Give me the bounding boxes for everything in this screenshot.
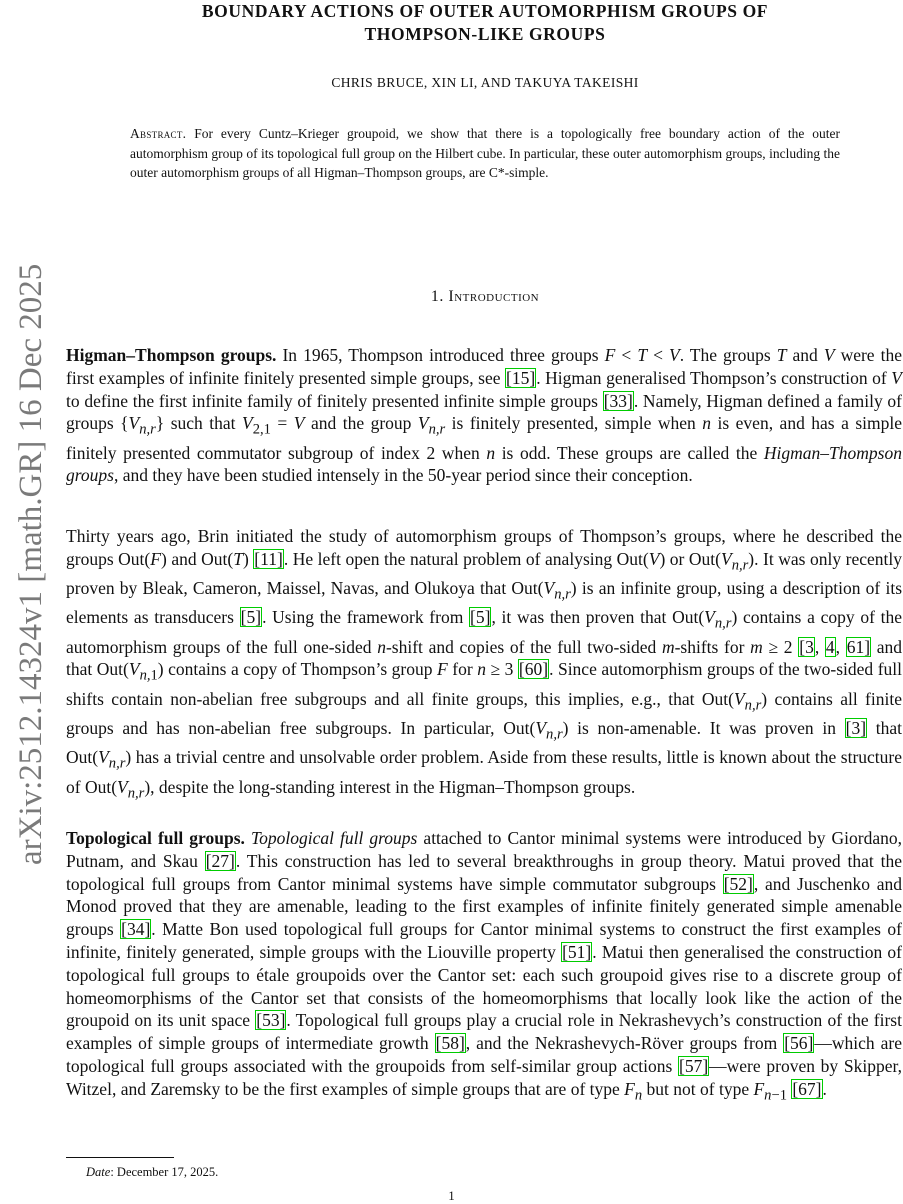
citation-link[interactable]: [15]: [506, 367, 536, 388]
text-run: is even, and has a simple finitely presented commutator subgroup of index 2 when: [66, 413, 903, 463]
text-run: . Topological full groups play a crucial role in Nekrashevych’s construction of the first examples of simple groups of intermediate growth: [66, 1010, 902, 1054]
text-run: contains a copy of Thompson’s group: [163, 659, 438, 680]
text-run: contains all finite groups and has non-abelian free subgroups. In particular,: [66, 688, 902, 739]
math: $V_{n,r}$: [417, 413, 446, 438]
author-list: CHRIS BRUCE, XIN LI, AND TAKUYA TAKEISHI: [331, 75, 639, 90]
text-run: .: [822, 1078, 827, 1099]
text-run: contains a copy of the automorphism groups of the full one-sided: [66, 607, 903, 657]
math: T: [776, 345, 787, 365]
text-run: . Matui then generalised the construction of topological full groups to étale groupoids over the Cantor set: each such groupoid gives rise to a discrete group of homeomorphisms of the Cantor set that consists of the homeomorphisms that locally look like the action of the groupoid on its unit space: [66, 941, 902, 1031]
citation-link[interactable]: [27]: [205, 850, 235, 871]
citation-link[interactable]: [33]: [603, 390, 633, 411]
text-run: that: [867, 718, 903, 739]
text-run: . It was only recently proven by Bleak, Cameron, Maissel, Navas, and Olukoya that: [66, 548, 902, 599]
citation-link[interactable]: [58]: [435, 1033, 465, 1054]
text-run: is an infinite group, using a description of its elements as transducers: [66, 578, 903, 628]
math: $Out(V_{n,r})$: [84, 776, 151, 802]
math: Out(F): [118, 548, 167, 569]
emphasis: Topological full groups: [250, 828, 418, 848]
run-in-heading: Topological full groups.: [66, 828, 245, 848]
text-run: and that: [66, 636, 903, 680]
math: $Out(V_{n,r})$: [701, 688, 768, 714]
math: T: [637, 345, 648, 365]
text-run: to define the first infinite family of finitely presented infinite simple groups: [66, 390, 603, 411]
text-run: is odd. These groups are called the: [495, 442, 764, 463]
math: V: [823, 345, 835, 365]
citation-link[interactable]: [5]: [240, 607, 262, 628]
text-run: . Matte Bon used topological full groups for Cantor minimal systems to construct the first examples of infinite, finitely generated, simple groups with the Liouville property: [66, 919, 902, 962]
citation-link[interactable]: [3: [799, 636, 814, 657]
math: V: [891, 367, 902, 388]
math: n: [377, 636, 386, 657]
math: m ≥ 2: [750, 636, 793, 657]
paragraph-automorphisms: Thirty years ago, Brin initiated the study of automorphism groups of Thompson’s groups, where he described the groups Out(F) and Out(T) [11]. He left open the natural problem of analysing Out(V) or $Out(V_{n,r})$. It was only recently proven by Bleak, Cameron, Maissel, Navas, and Olukoya that $Out(V_{n,r})$ is an infinite group, using a description of its elements as transducers [5]. Using the framework from [5], it was then proven that $Out(V_{n,r})$ contains a copy of the automorphism groups of the full one-sided n-shift and copies of the full two-sided m-shifts for m ≥ 2 [3, 4, 61] and that $Out(V_{n,1})$ contains a copy of Thompson’s group F for n ≥ 3 [60]. Since automorphism groups of the two-sided full shifts contain non-abelian free subgroups and all finite groups, this implies, e.g., that $Out(V_{n,r})$ contains all finite groups and has non-abelian free subgroups. In particular, $Out(V_{n,r})$ is non-amenable. It was proven in [3] that $Out(V_{n,r})$ has a trivial centre and unsolvable order problem. Aside from these results, little is known about the structure of $Out(V_{n,r})$, despite the long-standing interest in the Higman–Thompson groups.: [66, 526, 903, 802]
text-run: or: [665, 548, 689, 569]
text-run: but not of type: [642, 1078, 754, 1099]
math: n: [702, 413, 712, 434]
emphasis: Higman–Thompson groups: [66, 442, 902, 486]
math: $Out(V_{n,r})$: [503, 718, 569, 743]
text-run: -shift and copies of the full two-sided: [385, 636, 662, 657]
math: m: [661, 636, 675, 657]
text-run: . The groups: [679, 345, 777, 365]
math: $Out(V_{n,r})$: [66, 747, 132, 772]
text-run: , despite the long-standing interest in the Higman–Thompson groups.: [150, 776, 636, 797]
citation-link[interactable]: [57]: [679, 1055, 709, 1076]
text-run: , and they have been studied intensely in the 50-year period since their conception.: [113, 465, 693, 486]
footnote-text: : December 17, 2025.: [110, 1165, 219, 1179]
math: $Out(V_{n,1})$: [96, 659, 164, 684]
citation-link[interactable]: [3]: [845, 718, 867, 739]
citation-link[interactable]: [53]: [256, 1010, 286, 1031]
paragraph-higman-thompson: Higman–Thompson groups. In 1965, Thompson introduced three groups F < T < V. The groups T and V were the first examples of infinite finitely presented simple groups, see [15]. Higman generalised Thompson’s construction of V to define the first infinite family of finitely presented infinite simple groups [33]. Namely, Higman defined a family of groups $\{V_{n,r}\}$ such that $V_{2,1} = V$ and the group $V_{n,r}$ is finitely presented, simple when n is even, and has a simple finitely presented commutator subgroup of index 2 when n is odd. These groups are called the Higman–Thompson groups, and they have been studied intensely in the 50-year period since their conception.: [66, 345, 903, 486]
text-run: has a trivial centre and unsolvable order problem. Aside from these results, little is known about the structure of: [66, 747, 902, 797]
math: F: [604, 345, 616, 365]
text-run: -shifts for: [674, 636, 751, 657]
text-run: . Higman generalised Thompson’s construction of: [536, 367, 892, 388]
text-run: were the first examples of infinite finitely presented simple groups, see: [66, 345, 902, 388]
abstract-label: Abstract.: [130, 126, 187, 141]
text-run: In 1965, Thompson introduced three groups: [276, 345, 605, 365]
math: $Out(V_{n,r})$: [511, 578, 577, 603]
arxiv-sidebar: [0, 0, 62, 1200]
math: $Out(V_{n,r})$: [672, 607, 738, 632]
text-run: such that: [164, 413, 243, 434]
text-run: , and the Nekrashevych-Röver groups from: [465, 1033, 784, 1054]
citation-link[interactable]: [60]: [518, 659, 549, 680]
section-heading: [100, 288, 870, 306]
title-line-2: THOMPSON-LIKE GROUPS: [364, 24, 606, 44]
text-run: . Since automorphism groups of the two-sided full shifts contain non-abelian free subgroups and all finite groups, this implies, e.g., that: [66, 659, 903, 709]
text-run: —which are topological full groups associated with the groupoids from self-similar group actions: [66, 1033, 902, 1076]
citation-link[interactable]: [67]: [792, 1078, 822, 1099]
math: Out(V): [616, 548, 666, 569]
text-run: Thirty years ago, Brin initiated the study of automorphism groups of Thompson’s groups, where he described the groups: [66, 526, 902, 569]
text-run: for: [447, 659, 478, 680]
abstract: [130, 124, 840, 183]
footnote-label: Date: [86, 1165, 111, 1179]
text-run: and: [166, 548, 202, 569]
section-number: 1.: [430, 288, 444, 305]
math: $F_n$: [624, 1078, 643, 1104]
citation-link[interactable]: [5]: [470, 607, 491, 628]
math: $Out(V_{n,r})$: [688, 548, 755, 574]
text-run: . He left open the natural problem of analysing: [283, 548, 617, 569]
citation-link[interactable]: [11]: [254, 548, 283, 569]
text-run: , it was then proven that: [491, 607, 673, 628]
citation-link[interactable]: 4: [825, 636, 835, 657]
math: Out(T): [201, 548, 249, 569]
text-run: . Using the framework from: [262, 607, 470, 628]
text-run: . This construction has led to several breakthroughs in group theory. Matui proved that the topological full groups from Cantor minimal systems have simple commutator subgroups: [66, 850, 902, 894]
math: F: [437, 659, 448, 680]
citation-link[interactable]: [51]: [562, 941, 592, 962]
run-in-heading: Higman–Thompson groups.: [66, 345, 277, 365]
page-number: 1: [448, 1188, 455, 1203]
title-line-1: BOUNDARY ACTIONS OF OUTER AUTOMORPHISM GROUPS OF: [201, 1, 769, 21]
text-run: is non-amenable. It was proven in: [568, 718, 845, 739]
text-run: . Namely, Higman defined a family of groups: [66, 390, 902, 434]
citation-link[interactable]: [56]: [784, 1033, 814, 1054]
abstract-text: For every Cuntz–Krieger groupoid, we show that there is a topologically free boundary action of the outer automorphism group of its topological full group on the Hilbert cube. In particular, these outer automorphism groups, including the outer automorphism groups of all Higman–Thompson groups, are C*-simple.: [130, 126, 841, 180]
footnote-rule: [66, 1157, 174, 1158]
text-run: attached to Cantor minimal systems were introduced by Giordano, Putnam, and Skau: [66, 828, 902, 871]
citation-link[interactable]: [52]: [723, 873, 753, 894]
math: n: [486, 442, 496, 463]
footnote-date: [86, 1165, 218, 1180]
citation-link[interactable]: 61]: [846, 636, 871, 657]
text-run: and the group: [304, 413, 418, 434]
text-run: , and Juschenko and Monod proved that they are amenable, leading to the first examples of infinite finitely generated simple amenable groups: [66, 873, 902, 940]
arxiv-identifier[interactable]: arXiv:2512.14324v1 [math.GR] 16 Dec 2025: [13, 263, 49, 865]
text-run: —were proven by Skipper, Witzel, and Zaremsky to be the first examples of simple groups that are of type: [66, 1055, 902, 1099]
math: $V_{2,1} = V$: [242, 413, 305, 438]
math: V: [669, 345, 680, 365]
section-name: Introduction: [448, 288, 540, 305]
text-run: is finitely presented, simple when: [445, 413, 703, 434]
paper-title: [100, 0, 870, 46]
math: $\{V_{n,r}\}$: [120, 413, 165, 438]
paragraph-topological-full-groups: [66, 827, 902, 1107]
math: n ≥ 3: [477, 659, 514, 680]
math: $F_{n-1}$: [753, 1078, 787, 1104]
citation-link[interactable]: [34]: [121, 919, 151, 940]
